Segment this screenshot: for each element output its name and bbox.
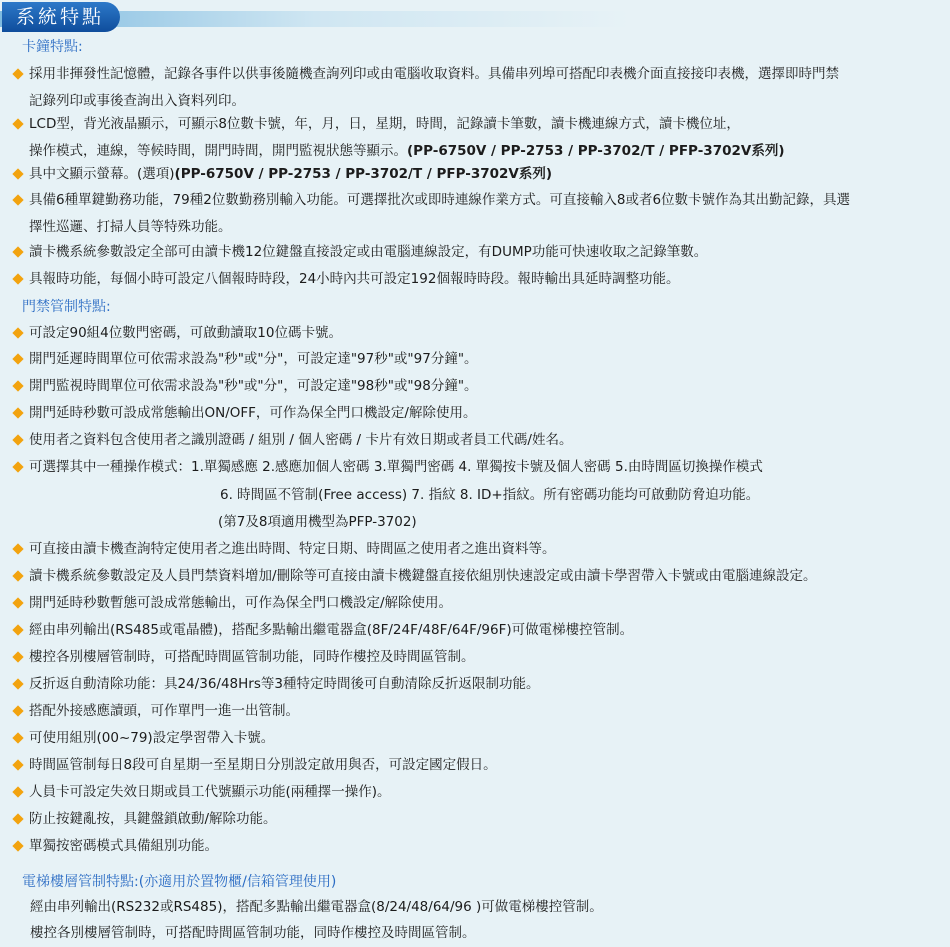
- bullet-diamond-icon: [12, 246, 23, 257]
- list-item: 搭配外接感應讀頭，可作單門一進一出管制。: [14, 698, 939, 725]
- elevator-line-1: 經由串列輸出(RS232或RS485)，搭配多點輸出繼電器盒(8/24/48/64/96 )可做電梯樓控管制。: [30, 899, 603, 915]
- bullet-diamond-icon: [12, 543, 23, 554]
- list-item: 具報時功能，每個小時可設定八個報時時段，24小時內共可設定192個報時時段。報時輸出具延時調整功能。: [14, 266, 939, 293]
- elevator-line-2: 樓控各別樓層管制時，可搭配時間區管制功能，同時作樓控及時間區管制。: [30, 925, 476, 941]
- bullet-diamond-icon: [12, 813, 23, 824]
- bullet-diamond-icon: [12, 168, 23, 179]
- bullet-diamond-icon: [12, 353, 23, 364]
- bullet-diamond-icon: [12, 118, 23, 129]
- list-item: 時間區管制每日8段可自星期一至星期日分別設定啟用與否，可設定國定假日。: [14, 752, 939, 779]
- title-stripe: [0, 11, 900, 27]
- bullet-diamond-icon: [12, 194, 23, 205]
- title-bar: [0, 0, 900, 34]
- list-item: LCD型，背光液晶顯示，可顯示8位數卡號，年，月，日，星期，時間，記錄讀卡筆數，讀卡機連線方式，讀卡機位址， 操作模式，連線，等候時間，開門時間，開門監視狀態等顯示。(PP-6750V / PP-2753 / PP-3702/T / PFP-3702V系列): [14, 111, 939, 165]
- list-item: 反折返自動清除功能：具24/36/48Hrs等3種特定時間後可自動清除反折返限制功能。: [14, 671, 939, 698]
- bullet-diamond-icon: [12, 434, 23, 445]
- bullet-diamond-icon: [12, 327, 23, 338]
- bullet-diamond-icon: [12, 624, 23, 635]
- bullet-diamond-icon: [12, 786, 23, 797]
- bullet-diamond-icon: [12, 705, 23, 716]
- list-item: 單獨按密碼模式具備組別功能。: [14, 833, 939, 860]
- bullet-diamond-icon: [12, 651, 23, 662]
- list-item: 可直接由讀卡機查詢特定使用者之進出時間、特定日期、時間區之使用者之進出資料等。: [14, 536, 939, 563]
- list-item: 開門監視時間單位可依需求設為"秒"或"分"，可設定達"98秒"或"98分鐘"。: [14, 373, 939, 400]
- list-item: 可設定90組4位數門密碼，可啟動讀取10位碼卡號。: [14, 320, 939, 347]
- page-title: 系統特點: [2, 2, 120, 32]
- list-item: 採用非揮發性記憶體，記錄各事件以供事後隨機查詢列印或由電腦收取資料。具備串列埠可搭配印表機介面直接接印表機，選擇即時門禁 記錄列印或事後查詢出入資料列印。: [14, 61, 939, 115]
- bullet-diamond-icon: [12, 678, 23, 689]
- bullet-diamond-icon: [12, 732, 23, 743]
- bullet-diamond-icon: [12, 273, 23, 284]
- list-item: 使用者之資料包含使用者之識別證碼 / 組別 / 個人密碼 / 卡片有效日期或者員工代碼/姓名。: [14, 427, 939, 454]
- bullet-diamond-icon: [12, 759, 23, 770]
- list-item: 可使用組別(00~79)設定學習帶入卡號。: [14, 725, 939, 752]
- mode-continuation-1: 6. 時間區不管制(Free access) 7. 指紋 8. ID+指紋。所有密碼功能均可啟動防脅迫功能。: [220, 487, 760, 503]
- bullet-diamond-icon: [12, 407, 23, 418]
- list-item: 讀卡機系統參數設定全部可由讀卡機12位鍵盤直接設定或由電腦連線設定，有DUMP功能可快速收取之記錄筆數。: [14, 239, 939, 266]
- list-item: 開門延時秒數暫態可設成常態輸出，可作為保全門口機設定/解除使用。: [14, 590, 939, 617]
- list-item: 開門延時秒數可設成常態輸出ON/OFF，可作為保全門口機設定/解除使用。: [14, 400, 939, 427]
- bullet-diamond-icon: [12, 840, 23, 851]
- bullet-diamond-icon: [12, 570, 23, 581]
- list-item: 人員卡可設定失效日期或員工代號顯示功能(兩種擇一操作)。: [14, 779, 939, 806]
- bullet-diamond-icon: [12, 461, 23, 472]
- bullet-diamond-icon: [12, 380, 23, 391]
- section-door-heading: 門禁管制特點:: [22, 299, 111, 315]
- list-item: 樓控各別樓層管制時，可搭配時間區管制功能，同時作樓控及時間區管制。: [14, 644, 939, 671]
- list-item: 防止按鍵亂按，具鍵盤鎖啟動/解除功能。: [14, 806, 939, 833]
- list-item: 開門延遲時間單位可依需求設為"秒"或"分"，可設定達"97秒"或"97分鐘"。: [14, 346, 939, 373]
- list-item: 讀卡機系統參數設定及人員門禁資料增加/刪除等可直接由讀卡機鍵盤直接依組別快速設定或由讀卡學習帶入卡號或由電腦連線設定。: [14, 563, 939, 590]
- section-clock-heading: 卡鐘特點:: [22, 39, 83, 55]
- bullet-diamond-icon: [12, 597, 23, 608]
- bullet-diamond-icon: [12, 68, 23, 79]
- mode-continuation-2: (第7及8項適用機型為PFP-3702): [218, 514, 417, 530]
- list-item: 具備6種單鍵勤務功能，79種2位數勤務別輸入功能。可選擇批次或即時連線作業方式。可直接輸入8或者6位數卡號作為其出勤記錄，具選 擇性巡邏、打掃人員等特殊功能。: [14, 187, 939, 241]
- list-item: 經由串列輸出(RS485或電晶體)，搭配多點輸出繼電器盒(8F/24F/48F/64F/96F)可做電梯樓控管制。: [14, 617, 939, 644]
- list-item: 可選擇其中一種操作模式：1.單獨感應 2.感應加個人密碼 3.單獨門密碼 4. 單獨按卡號及個人密碼 5.由時間區切換操作模式: [14, 454, 939, 481]
- list-item: 具中文顯示螢幕。(選項)(PP-6750V / PP-2753 / PP-3702/T / PFP-3702V系列): [14, 161, 939, 188]
- section-elevator-heading: 電梯樓層管制特點:(亦適用於置物櫃/信箱管理使用): [22, 874, 337, 890]
